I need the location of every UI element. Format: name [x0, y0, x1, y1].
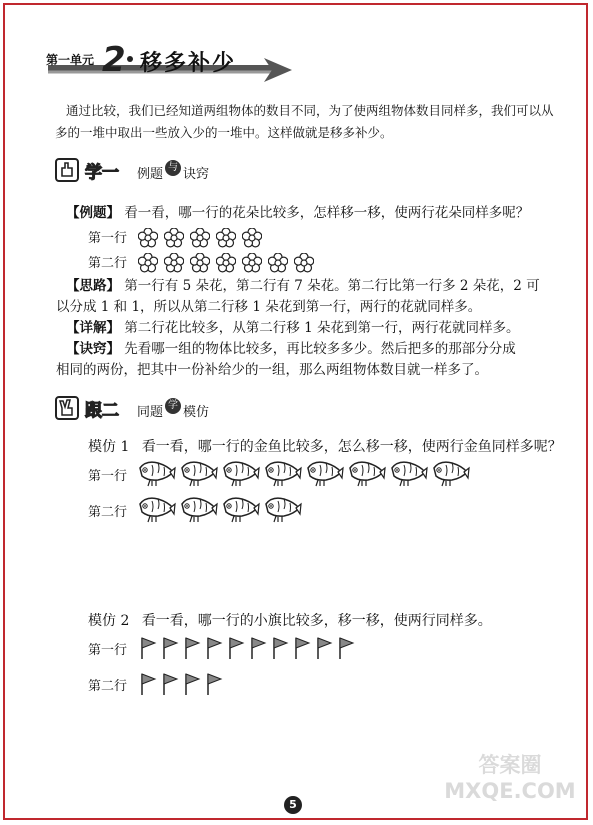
thinking-line-2: 以分成 1 和 1，所以从第二行移 1 朵花到第一行，两行的花就同样多。: [56, 299, 482, 315]
example-text: 看一看，哪一行的花朵比较多，怎样移一移，使两行花朵同样多呢？: [124, 205, 530, 221]
imitate1-text: 看一看，哪一行的金鱼比较多，怎么移一移，使两行金鱼同样多呢？: [141, 439, 562, 455]
hand-one-icon: [55, 158, 79, 182]
thinking-text-1: 第一行有 5 朵花，第二行有 7 朵花。第二行比第一行多 2 朵花，2 可: [124, 278, 540, 294]
section-subtitle-2a: 同题: [137, 405, 164, 420]
flower-icon: [190, 228, 210, 248]
section-badge-2: 跟二: [85, 401, 119, 421]
goldfish-icon: [138, 494, 176, 524]
example-block: [66, 202, 529, 224]
tip-label: 【诀窍】: [66, 341, 120, 357]
answer-label: 【详解】: [66, 320, 120, 336]
imitate2-text: 看一看，哪一行的小旗比较多，移一移，使两行同样多。: [141, 613, 492, 629]
thinking-label: 【思路】: [66, 278, 120, 294]
flag-icon: [162, 672, 179, 696]
tip-line-2: 相同的两份，把其中一份补给少的一组，那么两组物体数目就一样多了。: [56, 362, 488, 378]
imitate1-row2-label: 第二行: [88, 505, 128, 520]
intro-line-1: 通过比较，我们已经知道两组物体的数目不同，为了使两组物体数目同样多，我们可以从: [66, 103, 554, 118]
goldfish-icon: [306, 458, 344, 488]
flag-icon: [162, 636, 179, 660]
flower-icon: [138, 253, 158, 273]
goldfish-icon: [180, 494, 218, 524]
flower-icon: [268, 253, 288, 273]
page-title: 移多补少: [140, 51, 237, 76]
flower-icon: [164, 228, 184, 248]
intro-line-2: 多的一堆中取出一些放入少的一堆中。这样做就是移多补少。: [55, 125, 393, 140]
section-subtitle-2mid: 学: [165, 398, 181, 414]
section-badge-1: 学一: [85, 163, 119, 183]
imitate2-line: [88, 610, 492, 632]
flag-icon: [294, 636, 311, 660]
goldfish-icon: [264, 458, 302, 488]
goldfish-icon: [348, 458, 386, 488]
flag-icon: [140, 636, 157, 660]
section-heading-1: [55, 158, 275, 184]
section-subtitle-1b: 诀窍: [183, 167, 210, 182]
flower-icon: [190, 253, 210, 273]
answer-line: [66, 317, 519, 339]
imitate2-label: 模仿 2: [88, 613, 130, 629]
goldfish-icon: [264, 494, 302, 524]
flag-icon: [140, 672, 157, 696]
fish-row-1: [138, 458, 470, 488]
flower-icon: [216, 228, 236, 248]
section-subtitle-1mid: 与: [165, 160, 181, 176]
flower-icon: [242, 253, 262, 273]
flag-icon: [316, 636, 333, 660]
flag-row-2: [140, 672, 223, 696]
watermark: 答案圈 MXQE.COM: [444, 753, 576, 803]
page-number: 5: [284, 796, 302, 814]
unit-number: 2: [102, 40, 126, 80]
section-subtitle-1a: 例题: [137, 167, 164, 182]
flower-icon: [294, 253, 314, 273]
section-heading-2: [55, 396, 275, 422]
flag-icon: [228, 636, 245, 660]
flower-row-2: [138, 253, 314, 273]
example-label: 【例题】: [66, 205, 120, 221]
goldfish-icon: [222, 458, 260, 488]
unit-label: 第一单元: [46, 53, 95, 67]
imitate1-label: 模仿 1: [88, 439, 130, 455]
flower-icon: [216, 253, 236, 273]
example-row2-label: 第二行: [88, 256, 128, 271]
section-subtitle-2b: 模仿: [183, 405, 210, 420]
tip-text-1: 先看哪一组的物体比较多，再比较多多少。然后把多的那部分分成: [124, 341, 516, 357]
thinking-line-1: [66, 275, 540, 297]
flag-icon: [206, 672, 223, 696]
header: [28, 40, 298, 88]
flag-icon: [250, 636, 267, 660]
goldfish-icon: [180, 458, 218, 488]
flower-icon: [242, 228, 262, 248]
flag-icon: [206, 636, 223, 660]
flower-icon: [164, 253, 184, 273]
imitate2-row1-label: 第一行: [88, 643, 128, 658]
unit-number-dot: [127, 56, 133, 62]
example-row1-label: 第一行: [88, 231, 128, 246]
answer-text: 第二行花比较多，从第二行移 1 朵花到第一行，两行花就同样多。: [124, 320, 520, 336]
flag-row-1: [140, 636, 355, 660]
flag-icon: [272, 636, 289, 660]
imitate2-row2-label: 第二行: [88, 679, 128, 694]
hand-victory-icon: [55, 396, 79, 420]
flag-icon: [184, 672, 201, 696]
flower-row-1: [138, 228, 262, 248]
fish-row-2: [138, 494, 302, 524]
flower-icon: [138, 228, 158, 248]
imitate1-line: [88, 436, 562, 458]
goldfish-icon: [432, 458, 470, 488]
tip-line-1: [66, 338, 516, 360]
imitate1-row1-label: 第一行: [88, 469, 128, 484]
flag-icon: [338, 636, 355, 660]
goldfish-icon: [390, 458, 428, 488]
goldfish-icon: [138, 458, 176, 488]
goldfish-icon: [222, 494, 260, 524]
flag-icon: [184, 636, 201, 660]
